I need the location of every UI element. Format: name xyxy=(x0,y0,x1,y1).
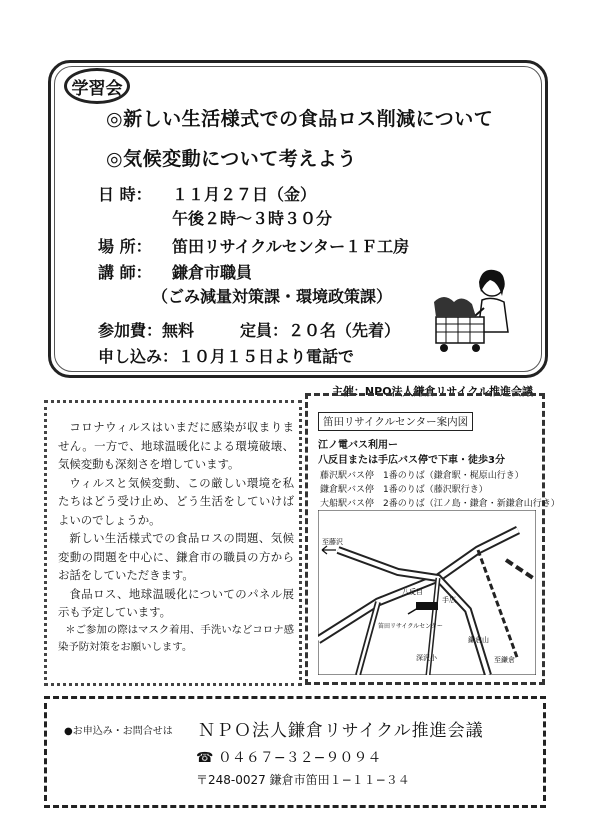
message-text xyxy=(58,418,294,656)
organizer: 主催：NPO法人鎌倉リサイクル推進会議 xyxy=(331,385,533,398)
bus-stop-ofuna: 大船駅バス停 2番のりば（江ノ島・鎌倉・新鎌倉山行き） xyxy=(320,499,560,509)
map-label-tebiro: 手広 xyxy=(442,596,456,604)
lecturer-value: 鎌倉市職員 xyxy=(172,263,253,282)
date-label: 日 時： xyxy=(98,185,152,204)
topic-1: ◎新しい生活様式での食品ロス削減について xyxy=(106,108,494,130)
message-paragraph: 新しい生活様式での食品ロスの問題、気候変動の問題を中心に、鎌倉市の職員の方からお話をしていただきます。 xyxy=(58,531,294,582)
map-label-fujisawa: 至藤沢 xyxy=(322,538,343,546)
apply-info: 申し込み：１０月１５日より電話で xyxy=(98,347,355,366)
message-paragraph: ウィルスと気候変動、この厳しい環境を私たちはどう受け止め、どう生活をしていけばよいのでしょうか。 xyxy=(58,475,294,527)
contact-address: 〒248-0027 鎌倉市笛田１−１１−３４ xyxy=(196,773,410,787)
study-group-badge: 学習会 xyxy=(64,68,130,104)
lecturer-label: 講 師： xyxy=(98,263,152,282)
access-map xyxy=(318,510,536,675)
message-note: ＊ご参加の際はマスク着用、手洗いなどコロナ感染予防対策をお願いします。 xyxy=(58,623,294,653)
fee: 参加費：無料 xyxy=(98,321,195,340)
map-label-school: 深沢小 xyxy=(416,654,437,662)
place-label: 場 所： xyxy=(98,237,152,256)
contact-phone: ☎ ０４６７−３２−９０９４ xyxy=(196,750,382,766)
topic-2: ◎気候変動について考えよう xyxy=(106,148,357,170)
contact-label: ●お申込み・お問合せは xyxy=(64,726,173,737)
bus-stop-fujisawa: 藤沢駅バス停 1番のりば（鎌倉駅・梶原山行き） xyxy=(320,471,524,481)
bus-stop-kamakura: 鎌倉駅バス停 1番のりば（藤沢駅行き） xyxy=(320,485,488,495)
map-label-center: 笛田リサイクルセンター xyxy=(378,623,443,630)
shopper-illustration xyxy=(432,262,527,357)
map-label-kamakurayama: 鎌倉山 xyxy=(468,636,489,644)
lecturer-dept: （ごみ減量対策課・環境政策課） xyxy=(152,287,393,306)
date-value: １１月２７日（金） xyxy=(172,185,317,204)
place-value: 笛田リサイクルセンター１Ｆ工房 xyxy=(172,237,410,256)
bus-heading: 江ノ電バス利用ー xyxy=(318,440,398,451)
map-label-hattanme: 八反目 xyxy=(402,588,423,596)
time-value: 午後２時～３時３０分 xyxy=(172,209,333,228)
message-paragraph: 食品ロス、地球温暖化についてのパネル展示も予定しています。 xyxy=(58,586,294,619)
capacity: 定員：２０名（先着） xyxy=(240,321,401,340)
message-paragraph: コロナウィルスはいまだに感染が収まりません。一方で、地球温暖化による環境破壊、気候変動も深刻さを増しています。 xyxy=(58,420,294,471)
map-title: 笛田リサイクルセンター案内図 xyxy=(318,412,473,431)
bus-stop-info: 八反目または手広バス停で下車・徒歩3分 xyxy=(318,455,505,466)
map-label-kamakura: 至鎌倉 xyxy=(494,656,515,664)
contact-org: ＮＰＯ法人鎌倉リサイクル推進会議 xyxy=(198,721,484,741)
